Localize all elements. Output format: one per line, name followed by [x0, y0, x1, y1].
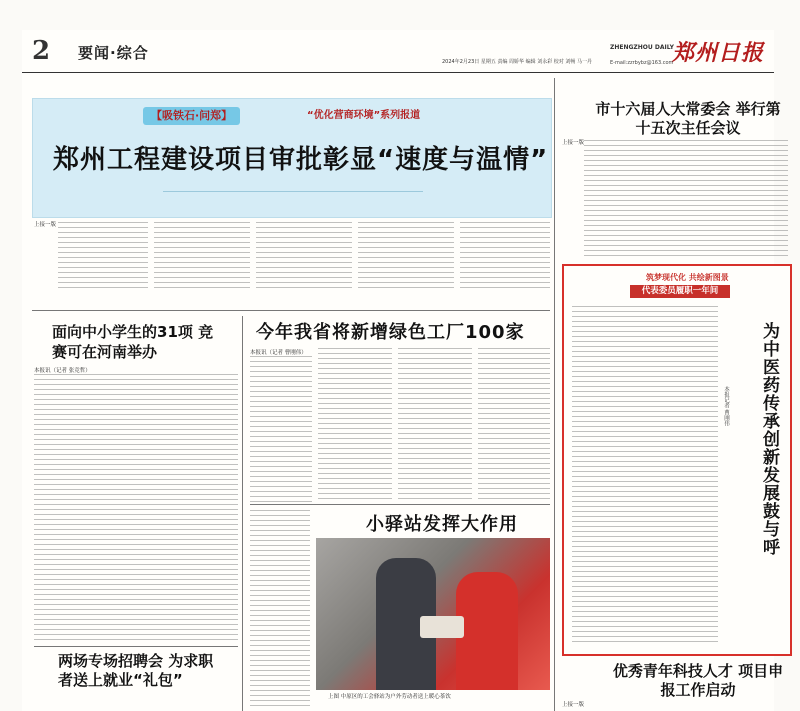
feature-headline: 为中医药传承创新发展鼓与呼 — [759, 322, 779, 556]
banner-headline: 郑州工程建设项目审批彰显“速度与温情” — [53, 145, 549, 175]
article-byline: 本报讯（记者 曹刚伟） — [250, 350, 307, 356]
body-text — [34, 374, 238, 642]
body-text — [154, 222, 250, 292]
article-headline: 市十六届人大常委会 举行第十五次主任会议 — [595, 100, 781, 137]
date-line: 2024年2月23日 星期五 责编 周娇华 编辑 刘永彩 校对 刘畅 马一丹 — [442, 59, 592, 65]
series-subtitle: “优化营商环境”系列报道 — [307, 110, 421, 121]
feature-label: 代表委员履职一年间 — [630, 285, 730, 298]
lead-prefix: 上接一版 — [34, 222, 57, 228]
body-text — [572, 306, 718, 646]
photo-figure — [456, 572, 518, 690]
body-text — [250, 510, 310, 706]
featured-article-box — [562, 264, 792, 656]
body-text — [398, 348, 472, 500]
photo-caption: 上图 中原区的工会驿站为户外劳动者送上暖心茶饮 — [328, 694, 451, 700]
banner-divider — [163, 191, 423, 192]
page-number: 2 — [32, 36, 51, 66]
article-headline: 两场专场招聘会 为求职者送上就业“礼包” — [58, 652, 214, 689]
lead-prefix: 上接一版 — [562, 140, 585, 146]
body-text — [584, 140, 788, 256]
body-text — [256, 222, 352, 292]
newspaper-logo: 郑州日报 — [672, 40, 765, 66]
newspaper-page — [22, 30, 784, 711]
feature-kicker: 筑梦现代化 共绘新图景 — [646, 273, 729, 282]
body-text — [58, 222, 148, 292]
series-tag: 【吸铁石·问郑】 — [143, 107, 240, 125]
article-byline: 本报讯（记者 张竞哲） — [34, 368, 91, 374]
article-headline: 面向中小学生的31项 竞赛可在河南举办 — [52, 323, 214, 361]
lead-prefix: 上接一版 — [562, 702, 585, 708]
section-title: 要闻·综合 — [78, 44, 149, 62]
body-text — [250, 356, 312, 506]
article-headline: 今年我省将新增绿色工厂100家 — [256, 322, 525, 343]
email-line: E-mail:zzrbybz@163.com — [610, 60, 674, 66]
body-text — [358, 222, 454, 292]
page-header — [22, 30, 774, 73]
section-divider — [32, 310, 550, 311]
column-divider — [242, 316, 243, 711]
daily-name-en: ZHENGZHOU DAILY — [610, 44, 674, 51]
news-photo — [316, 538, 550, 690]
body-text — [318, 348, 392, 500]
body-text — [478, 348, 550, 500]
body-text — [460, 222, 550, 292]
article-headline: 优秀青年科技人才 项目申报工作启动 — [612, 662, 784, 699]
section-divider — [250, 504, 550, 505]
section-divider — [34, 646, 238, 647]
column-divider — [554, 78, 555, 711]
feature-banner — [32, 98, 552, 218]
photo-object — [420, 616, 464, 638]
feature-byline: 本报记者 曹刚伟 — [723, 386, 729, 427]
article-headline: 小驿站发挥大作用 — [366, 514, 518, 535]
